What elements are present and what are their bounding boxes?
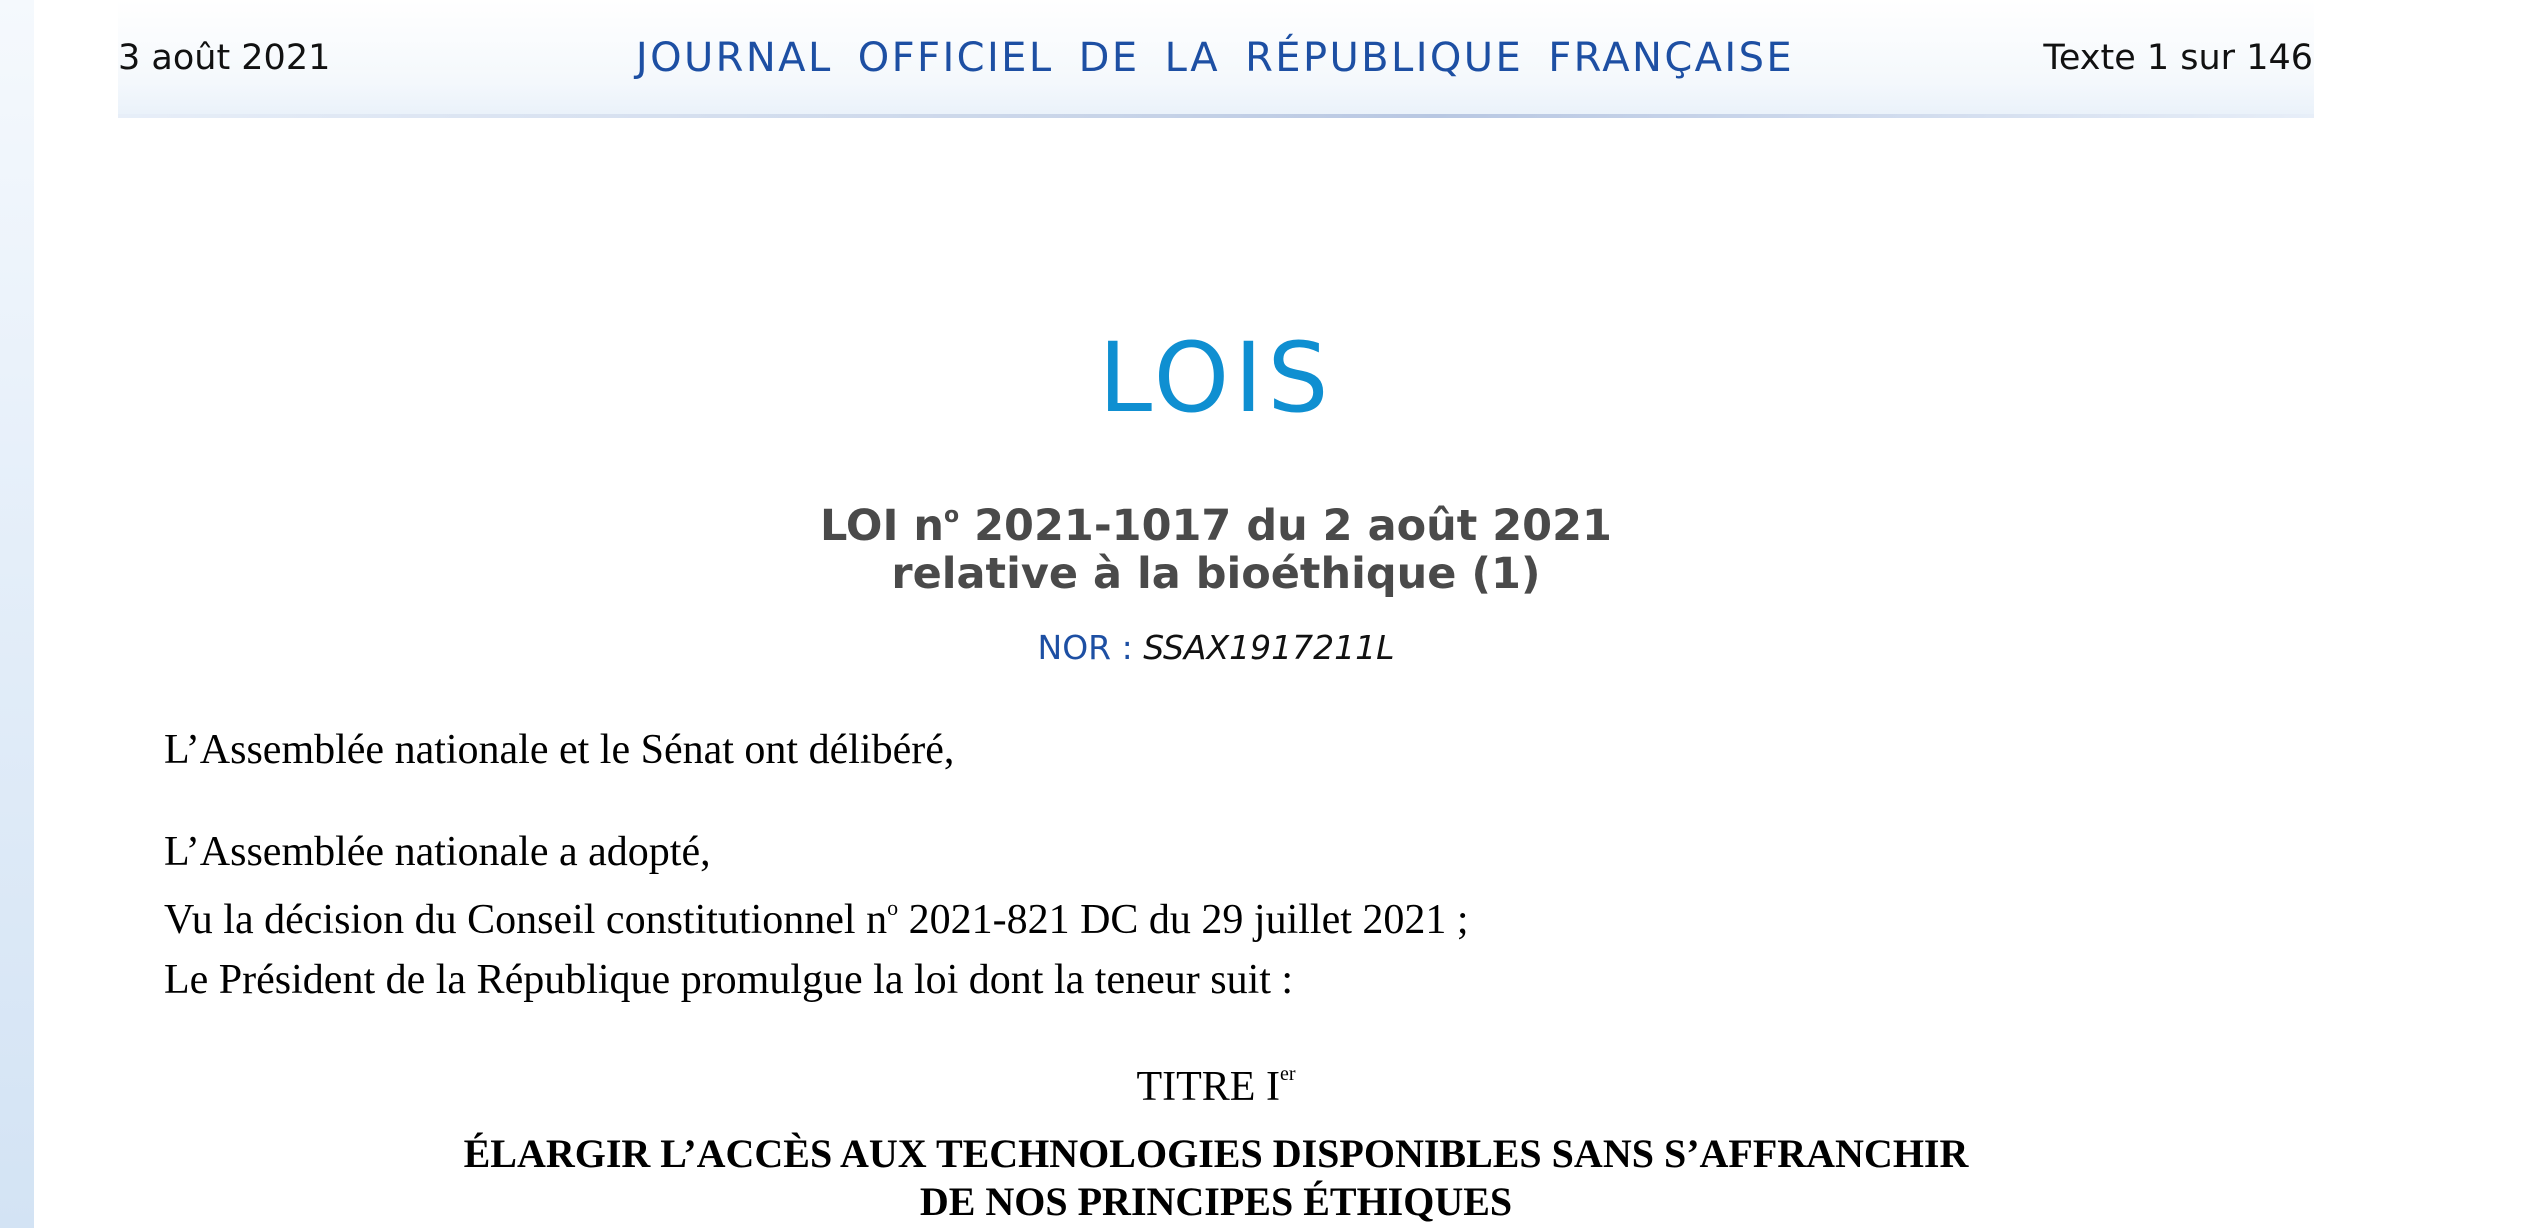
law-title [118,492,2314,598]
paragraph-promulgation: Le Président de la République promulgue la loi dont la teneur suit : [164,957,1294,1003]
nor-label: NOR : [1037,628,1144,667]
page-edge-shade [0,0,34,1228]
paragraph-decision [164,882,1469,946]
journal-title: JOURNAL OFFICIEL DE LA RÉPUBLIQUE FRANÇAISE [635,35,1795,81]
nor-reference [118,626,2314,670]
law-title-prefix: LOI n [820,501,945,551]
header-date: 3 août 2021 [118,38,331,78]
titre-label [118,1048,2314,1113]
section-title: LOIS [1098,322,1334,434]
law-title-line1 [118,492,2314,550]
titre-label-sup: er [1279,1063,1296,1085]
titre-heading [118,1130,2314,1226]
decision-sup: o [887,895,899,920]
decision-prefix: Vu la décision du Conseil constitutionnel n [164,897,888,943]
paragraph-adoption: L’Assemblée nationale a adopté, [164,829,711,875]
decision-rest: 2021-821 DC du 29 juillet 2021 ; [898,897,1469,943]
titre-heading-line2: DE NOS PRINCIPES ÉTHIQUES [919,1179,1513,1224]
header-rule [118,114,2314,118]
text-count: Texte 1 sur 146 [2043,38,2313,78]
law-title-rest: 2021-1017 du 2 août 2021 [959,501,1612,551]
titre-heading-line1: ÉLARGIR L’ACCÈS AUX TECHNOLOGIES DISPONIBLES SANS S’AFFRANCHIR [463,1131,1969,1176]
nor-code: SSAX1917211L [1143,628,1395,667]
titre-label-text: TITRE I [1136,1064,1280,1110]
law-subtitle: relative à la bioéthique (1) [891,549,1541,599]
paragraph-deliberation: L’Assemblée nationale et le Sénat ont délibéré, [164,727,955,773]
law-title-sup: o [944,503,960,528]
